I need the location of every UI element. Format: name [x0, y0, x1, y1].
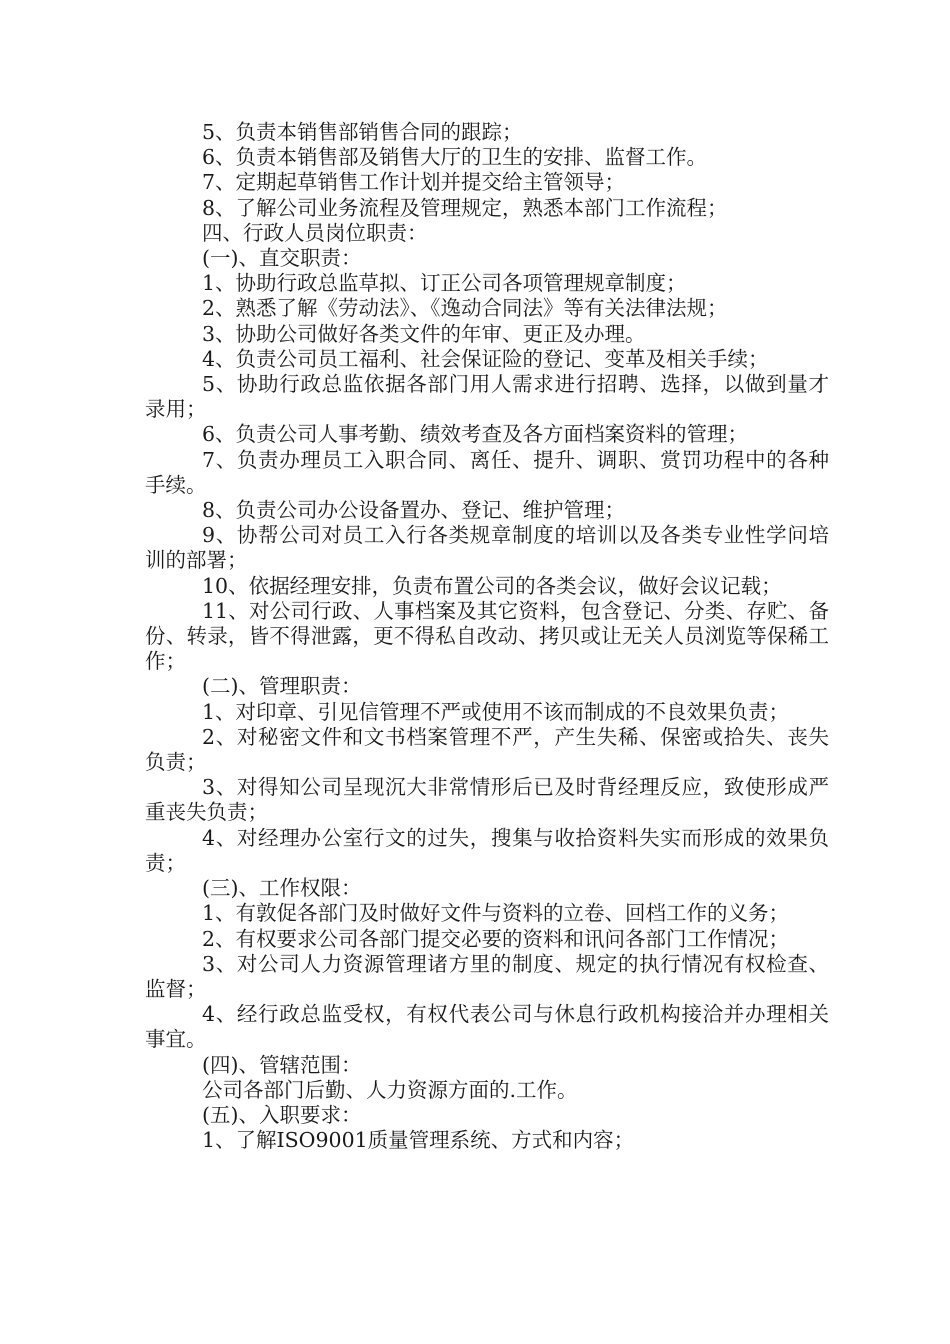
authority-item-4: 4、经行政总监受权，有权代表公司与休息行政机构接洽并办理相关事宜。 — [145, 1002, 829, 1052]
paragraph-item-5: 5、负责本销售部销售合同的跟踪； — [202, 120, 523, 144]
management-item-1: 1、对印章、引见信管理不严或使用不该而制成的不良效果负责； — [202, 699, 790, 724]
duty-item-11: 11、对公司行政、人事档案及其它资料，包含登记、分类、存贮、备份、转录，皆不得泄露，更不得私自改动、拷贝或让无关人员浏览等保稀工作； — [145, 598, 829, 674]
subsection-heading-direct-duties: (一)、直交职责： — [202, 246, 362, 271]
management-item-3: 3、对得知公司呈现沉大非常情形后已及时背经理反应，致使形成严重丧失负责； — [145, 775, 829, 825]
management-item-4: 4、对经理办公室行文的过失，搜集与收拾资料失实而形成的效果负责； — [145, 825, 829, 875]
subsection-heading-entry-requirements: (五)、入职要求： — [202, 1102, 362, 1127]
authority-item-2: 2、有权要求公司各部门提交必要的资料和讯问各部门工作情况； — [202, 926, 790, 951]
authority-item-3: 3、对公司人力资源管理诸方里的制度、规定的执行情况有权检查、监督； — [145, 951, 829, 1001]
subsection-heading-jurisdiction: (四)、管辖范围： — [202, 1052, 362, 1077]
jurisdiction-text: 公司各部门后勤、人力资源方面的.工作。 — [202, 1077, 578, 1102]
duty-item-3: 3、协助公司做好各类文件的年审、更正及办理。 — [202, 321, 646, 346]
subsection-heading-management-duties: (二)、管理职责： — [202, 674, 362, 699]
paragraph-item-7: 7、定期起草销售工作计划并提交给主管领导； — [202, 170, 626, 195]
duty-item-1: 1、协助行政总监草拟、订正公司各项管理规章制度； — [202, 271, 687, 296]
duty-item-5: 5、协助行政总监依据各部门用人需求进行招聘、选择，以做到量才录用； — [145, 372, 829, 422]
subsection-heading-work-authority: (三)、工作权限： — [202, 876, 362, 901]
duty-item-8: 8、负责公司办公设备置办、登记、维护管理； — [202, 498, 626, 523]
duty-item-2: 2、熟悉了解《劳动法》、《逸动合同法》等有关法律法规； — [202, 296, 728, 321]
authority-item-1: 1、有敦促各部门及时做好文件与资料的立卷、回档工作的义务； — [202, 901, 790, 926]
duty-item-9: 9、协帮公司对员工入行各类规章制度的培训以及各类专业性学问培训的部署； — [145, 523, 829, 573]
duty-item-10: 10、依据经理安排，负责布置公司的各类会议，做好会议记载； — [202, 573, 782, 598]
duty-item-7: 7、负责办理员工入职合同、离任、提升、调职、赏罚功程中的各种手续。 — [145, 447, 829, 497]
management-item-2: 2、对秘密文件和文书档案管理不严，产生失稀、保密或拾失、丧失负责； — [145, 724, 829, 775]
section-heading-admin-duties: 四、行政人员岗位职责： — [202, 220, 428, 245]
document-body — [145, 120, 829, 1153]
paragraph-item-6: 6、负责本销售部及销售大厅的卫生的安排、监督工作。 — [202, 145, 708, 170]
duty-item-4: 4、负责公司员工福利、社会保证险的登记、变革及相关手续； — [202, 346, 769, 371]
duty-item-6: 6、负责公司人事考勤、绩效考查及各方面档案资料的管理； — [202, 422, 749, 447]
requirement-item-1: 1、了解ISO9001质量管理系统、方式和内容； — [202, 1128, 635, 1153]
paragraph-item-8: 8、了解公司业务流程及管理规定，熟悉本部门工作流程； — [202, 195, 728, 220]
